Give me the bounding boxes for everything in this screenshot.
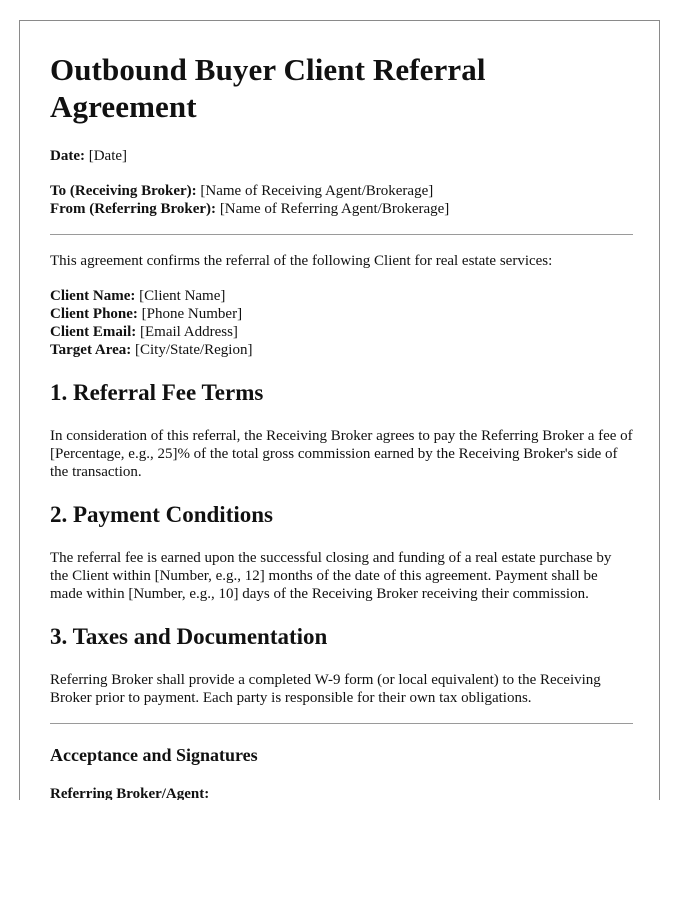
to-label: To (Receiving Broker): bbox=[50, 183, 197, 199]
client-email-field bbox=[50, 323, 633, 341]
to-value: [Name of Receiving Agent/Brokerage] bbox=[200, 183, 434, 199]
referring-broker-label: Referring Broker/Agent: bbox=[50, 786, 210, 800]
client-name-label: Client Name: bbox=[50, 288, 136, 304]
target-area-field bbox=[50, 341, 633, 359]
section-heading: 2. Payment Conditions bbox=[50, 502, 273, 527]
referring-broker-signature-field bbox=[50, 785, 633, 800]
date-value: [Date] bbox=[88, 148, 128, 164]
client-name-value: [Client Name] bbox=[139, 288, 226, 304]
document-title: Outbound Buyer Client Referral Agreement bbox=[50, 52, 486, 124]
from-value: [Name of Referring Agent/Brokerage] bbox=[219, 201, 450, 217]
client-email-value: [Email Address] bbox=[140, 324, 238, 340]
section-body: The referral fee is earned upon the successful closing and funding of a real estate purchase by the Client within [Number, e.g., 12] months of the date of this agreement. Payment shall be made within [Number, e.g., 10] days of the Receiving Broker receiving their commission. bbox=[50, 550, 612, 602]
target-area-label: Target Area: bbox=[50, 342, 132, 358]
section-body: Referring Broker shall provide a completed W-9 form (or local equivalent) to the Receiving Broker prior to payment. Each party is responsible for their own tax obligations. bbox=[50, 672, 601, 706]
from-field bbox=[50, 200, 633, 218]
section-heading: 3. Taxes and Documentation bbox=[50, 624, 328, 649]
date-field bbox=[50, 147, 633, 165]
client-phone-field bbox=[50, 305, 633, 323]
document-content bbox=[50, 51, 633, 800]
from-label: From (Referring Broker): bbox=[50, 201, 217, 217]
date-label: Date: bbox=[50, 148, 85, 164]
client-name-field bbox=[50, 287, 633, 305]
section-heading: 1. Referral Fee Terms bbox=[50, 380, 264, 405]
acceptance-heading: Acceptance and Signatures bbox=[50, 745, 258, 765]
document-page bbox=[19, 20, 660, 800]
target-area-value: [City/State/Region] bbox=[134, 342, 253, 358]
client-email-label: Client Email: bbox=[50, 324, 137, 340]
intro-text: This agreement confirms the referral of the following Client for real estate services: bbox=[50, 253, 553, 269]
section-body: In consideration of this referral, the Receiving Broker agrees to pay the Referring Broker a fee of [Percentage, e.g., 25]% of the total gross commission earned by the Receiving Broker's side of the transaction. bbox=[50, 428, 633, 480]
client-phone-value: [Phone Number] bbox=[141, 306, 243, 322]
client-phone-label: Client Phone: bbox=[50, 306, 138, 322]
to-field bbox=[50, 182, 633, 200]
